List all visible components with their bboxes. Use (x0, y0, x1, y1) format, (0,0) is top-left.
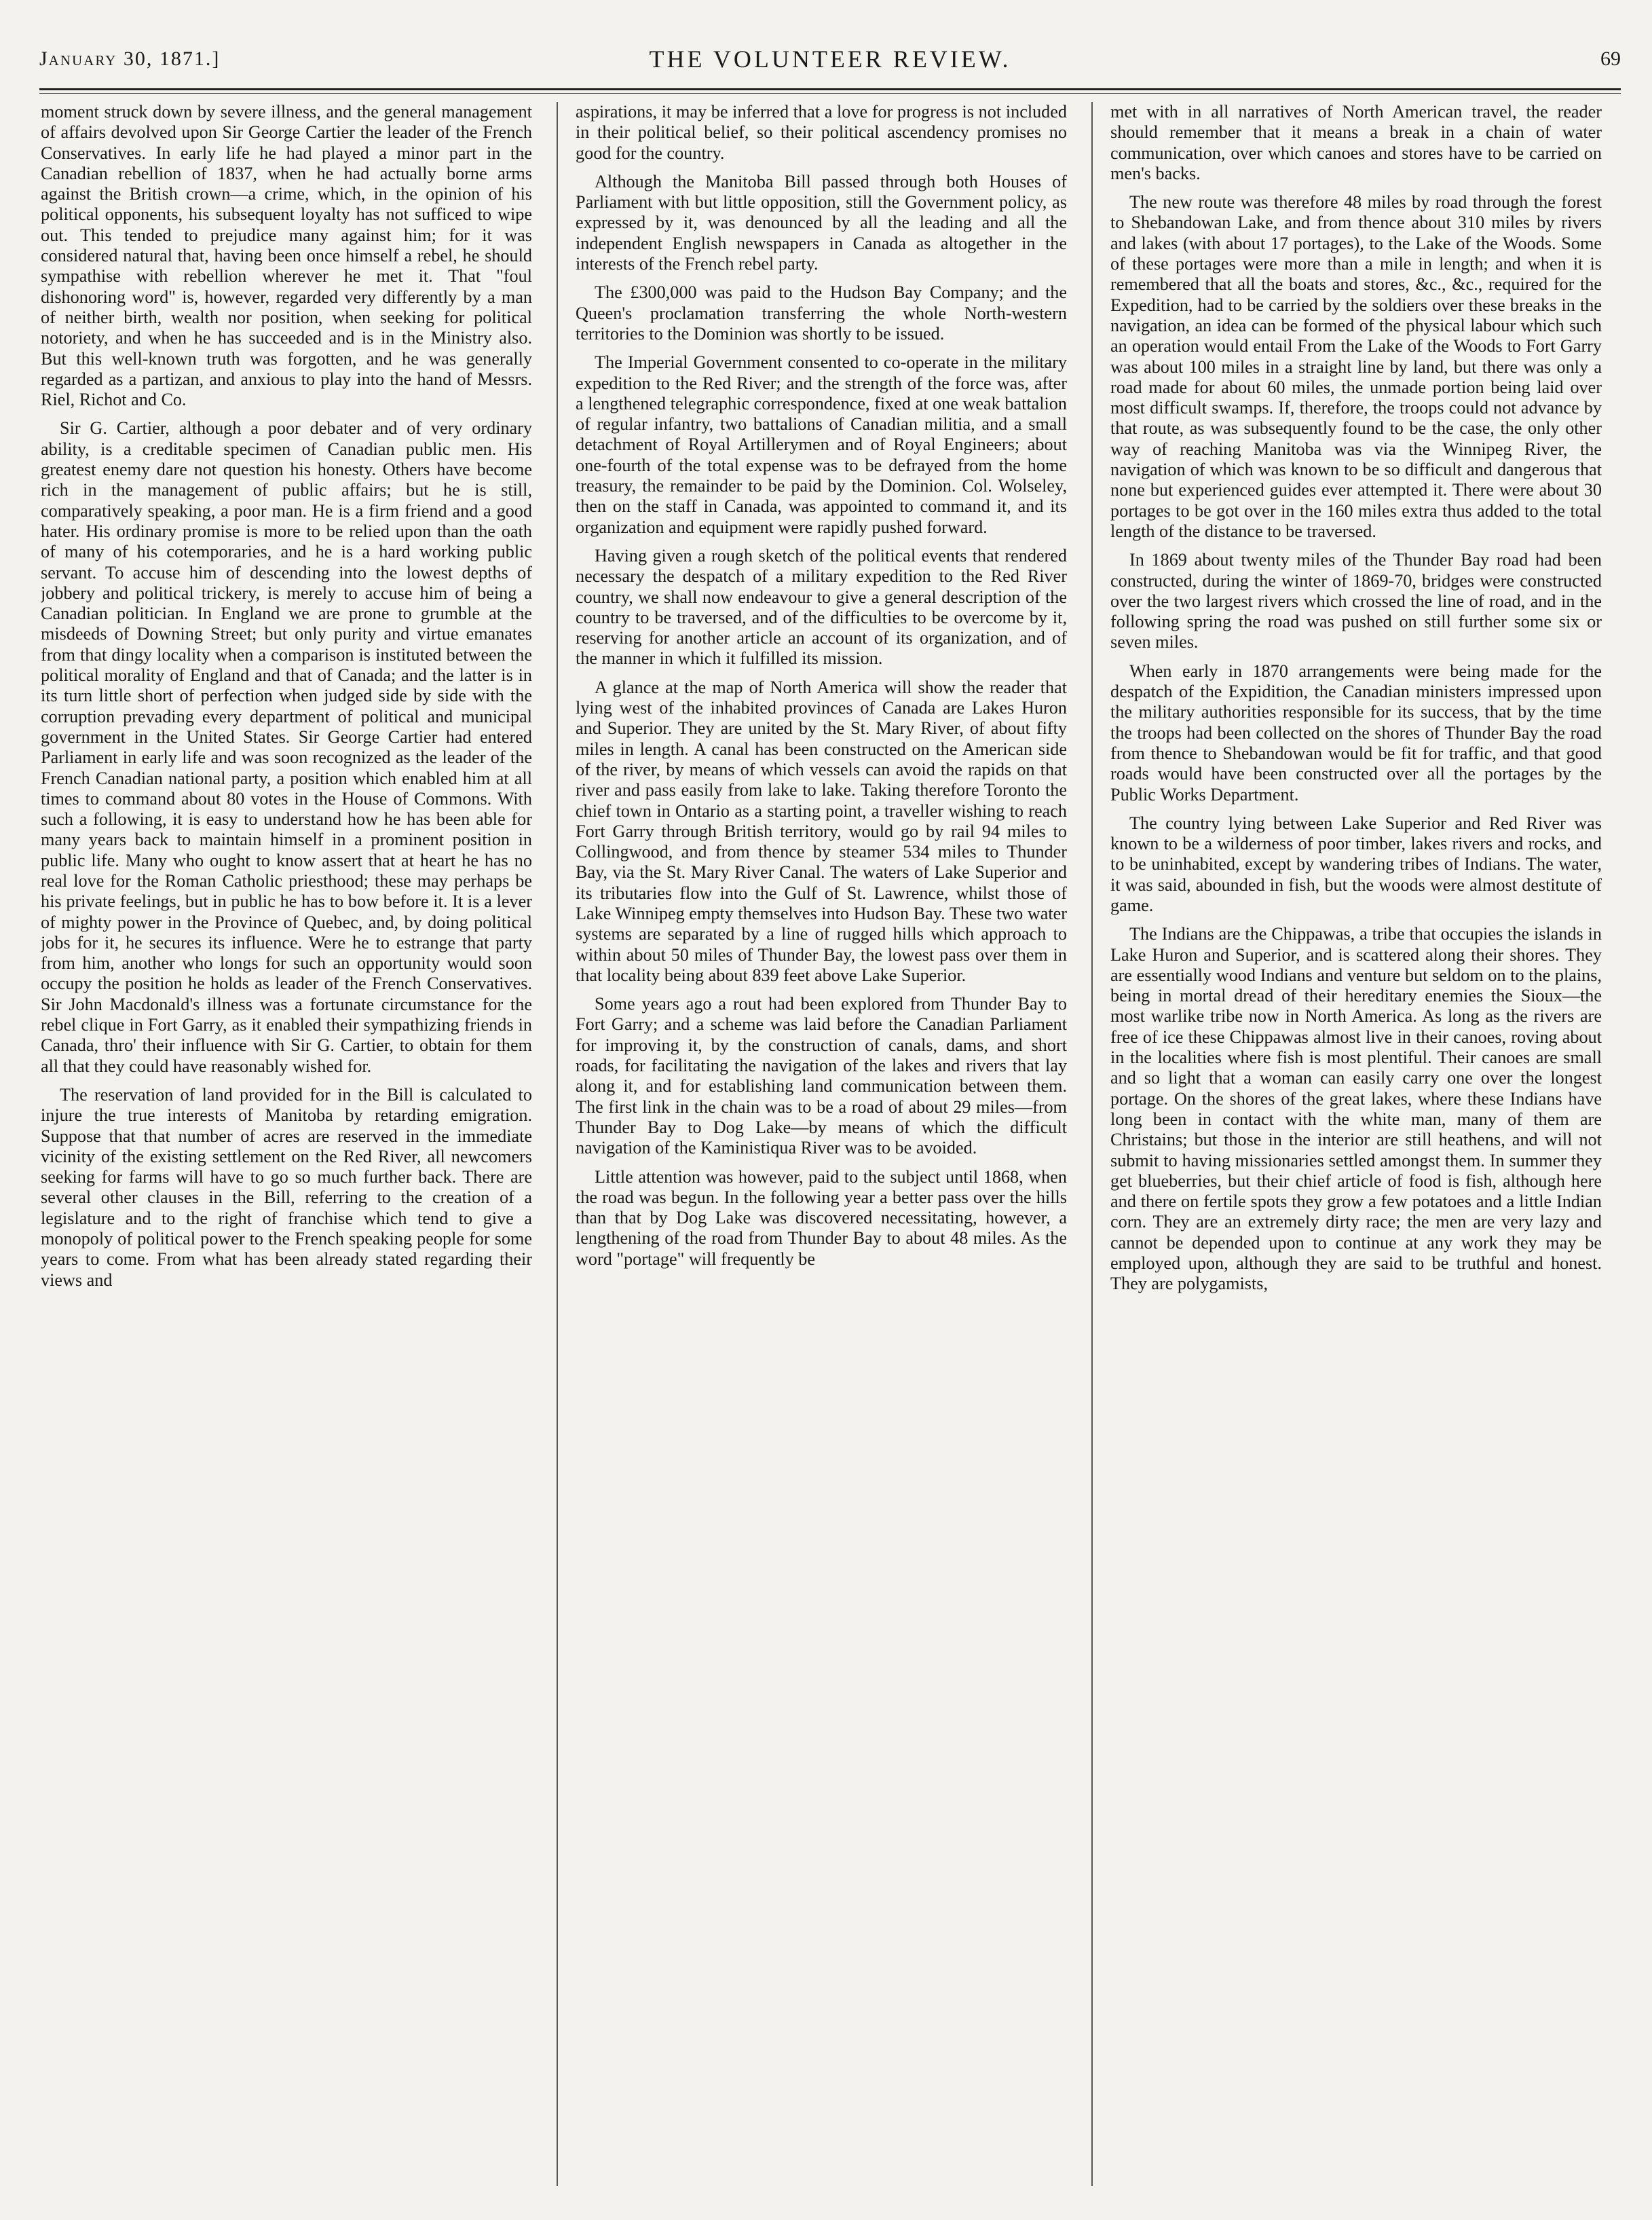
paragraph: Sir G. Cartier, although a poor debater and of very ordinary ability, is a creditable specimen of Canadian public men. His greatest enemy dare not question his honesty. Others have become rich in the management of public affairs; but he is still, comparatively speaking, a poor man. He is a firm friend and a good hater. His ordinary promise is more to be relied upon than the oath of many of his cotemporaries, and he is a hard working public servant. To accuse him of descending into the lowest depths of jobbery and political trickery, is merely to accuse him of being a Canadian politician. In England we are prone to grumble at the misdeeds of Downing Street; but only purity and virtue emanates from that dingy locality when a comparison is instituted between the political morality of England and that of Canada; and the latter is in its turn little short of perfection when judged side by side with the corruption prevading every department of political and municipal government in the United States. Sir George Cartier had entered Parliament in early life and was soon recognized as the leader of the French Canadian national party, a position which enabled him at all times to command about 80 votes in the House of Commons. With such a following, it is easy to understand how he has been able for many years back to maintain himself in a prominent position in public life. Many who ought to know assert that at heart he has no real love for the Roman Catholic priesthood; these may perhaps be his private feelings, but in public he has to bow before it. It is a lever of mighty power in the Province of Quebec, and, by doing political jobs for it, he secures its influence. Were he to estrange that party from him, another who longs for such an opportunity would soon occupy the position he holds as leader of the French Conservatives. Sir John Macdonald's illness was a fortunate circumstance for the rebel clique in Fort Garry, as it enabled their sympathizing friends in Canada, thro' their influence with Sir G. Cartier, to obtain for them all that they could have reasonably wished for. (41, 418, 532, 1076)
page-header (39, 35, 1621, 83)
publication-title: THE VOLUNTEER REVIEW. (649, 45, 1011, 73)
paragraph: moment struck down by severe illness, and the general management of affairs devolved upon Sir George Cartier the leader of the French Conservatives. In early life he had played a minor part in the Canadian rebellion of 1837, when he had actually borne arms against the British crown—a crime, which, in the opinion of his political opponents, his subsequent loyalty has not sufficed to wipe out. This tended to prejudice many against him; for it was considered natural that, having been once himself a rebel, he should sympathise with rebellion wherever he met it. That "foul dishonoring word" is, however, regarded very differently by a man of neither birth, wealth nor position, when seeking for political notoriety, and when he has succeeded and is in the Ministry also. But this well-known truth was forgotten, and he was generally regarded as a partizan, and anxious to play into the hand of Messrs. Riel, Richot and Co. (41, 102, 532, 410)
paragraph: Although the Manitoba Bill passed through both Houses of Parliament with but little opposition, still the Government policy, as expressed by it, was denounced by all the leading and all the independent English newspapers in Canada as altogether in the interests of the French rebel party. (576, 171, 1067, 274)
issue-date: January 30, 1871.] (39, 48, 221, 70)
column-1 (41, 102, 532, 2193)
paragraph: Little attention was however, paid to the subject until 1868, when the road was begun. In the following year a better pass over the hills than that by Dog Lake was discovered necessitating, however, a lengthening of the road from Thunder Bay to about 48 miles. As the word "portage" will frequently be (576, 1166, 1067, 1269)
column-3 (1110, 102, 1602, 2193)
column-divider (1091, 102, 1093, 2186)
paragraph: The £300,000 was paid to the Hudson Bay Company; and the Queen's proclamation transferring the whole North-western territories to the Dominion was shortly to be issued. (576, 282, 1067, 344)
paragraph: The Imperial Government consented to co-operate in the military expedition to the Red River; and the strength of the force was, after a lengthened telegraphic correspondence, fixed at one weak battalion of regular infantry, two battalions of Canadian militia, and a small detachment of Royal Artillerymen and of Royal Engineers; about one-fourth of the total expense was to be defrayed from the home treasury, the remainder to be paid by the Dominion. Col. Wolseley, then on the staff in Canada, was appointed to command it, and its organization and equipment were rapidly pushed forward. (576, 352, 1067, 537)
paragraph: met with in all narratives of North American travel, the reader should remember that it means a break in a chain of water communication, over which canoes and stores have to be carried on men's backs. (1110, 102, 1602, 183)
paragraph: The reservation of land provided for in the Bill is calculated to injure the true interests of Manitoba by retarding emigration. Suppose that that number of acres are reserved in the immediate vicinity of the existing settlement on the Red River, all newcomers seeking for farms will have to go so much further back. There are several other clauses in the Bill, referring to the creation of a legislature and to the right of franchise which tend to give a monopoly of political power to the French speaking people for some years to come. From what has been already stated regarding their views and (41, 1084, 532, 1290)
paragraph: Having given a rough sketch of the political events that rendered necessary the despatch of a military expedition to the Red River country, we shall now endeavour to give a general description of the country to be traversed, and of the difficulties to be overcome by it, reserving for another article an account of its organization, and of the manner in which it fulfilled its mission. (576, 545, 1067, 669)
page-number: 69 (1600, 48, 1621, 70)
paragraph: In 1869 about twenty miles of the Thunder Bay road had been constructed, during the winter of 1869-70, bridges were constructed over the two largest rivers which crossed the line of road, and in the following spring the road was pushed on still further some six or seven miles. (1110, 550, 1602, 652)
paragraph: When early in 1870 arrangements were being made for the despatch of the Expidition, the Canadian ministers impressed upon the military authorities responsible for its success, that by the time the troops had been collected on the shores of Thunder Bay the road from thence to Shebandowan would be fit for traffic, and that good roads would have been constructed over all the portages by the Public Works Department. (1110, 661, 1602, 804)
header-rule-thin (39, 93, 1621, 94)
column-2 (576, 102, 1067, 2193)
paragraph: The country lying between Lake Superior and Red River was known to be a wilderness of poor timber, lakes rivers and rocks, and to be uninhabited, except by wandering tribes of Indians. The water, it was said, abounded in fish, but the woods were almost destitute of game. (1110, 813, 1602, 915)
header-rule (39, 88, 1621, 90)
paragraph: Some years ago a rout had been explored from Thunder Bay to Fort Garry; and a scheme was laid before the Canadian Parliament for improving it, by the construction of canals, dams, and short roads, for facilitating the navigation of the lakes and rivers that lay along it, and for establishing land communication between them. The first link in the chain was to be a road of about 29 miles—from Thunder Bay to Dog Lake—by means of which the difficult navigation of the Kaministiqua River was to be avoided. (576, 994, 1067, 1158)
paragraph: The Indians are the Chippawas, a tribe that occupies the islands in Lake Huron and Superior, and is scattered along their shores. They are essentially wood Indians and venture but seldom on to the plains, being in mortal dread of their hereditary enemies the Sioux—the most warlike tribe now in North America. As long as the rivers are free of ice these Chippawas almost live in their canoes, roving about in the localities where fish is most plentiful. Their canoes are small and so light that a woman can easily carry one over the longest portage. On the shores of the great lakes, where these Indians have long been in contact with the white man, many of them are Christains; but those in the interior are still heathens, and will not submit to having missionaries settled amongst them. In summer they get blueberries, but their chief article of food is fish, although here and there on fertile spots they grow a few potatoes and a little Indian corn. They are an extremely dirty race; the men are very lazy and cannot be depended upon to continue at any work they may be employed upon, although they are said to be truthful and honest. They are polygamists, (1110, 924, 1602, 1294)
paragraph: A glance at the map of North America will show the reader that lying west of the inhabited provinces of Canada are Lakes Huron and Superior. They are united by the St. Mary River, of about fifty miles in length. A canal has been constructed on the American side of the river, by means of which vessels can avoid the rapids on that river and pass easily from lake to lake. Taking therefore Toronto the chief town in Ontario as a starting point, a traveller wishing to reach Fort Garry through British territory, would go by rail 94 miles to Collingwood, and from thence by steamer 534 miles to Thunder Bay, via the St. Mary River Canal. The waters of Lake Superior and its tributaries flow into the Gulf of St. Lawrence, whilst those of Lake Winnipeg empty themselves into Hudson Bay. These two water systems are separated by a line of rugged hills which approach to within about 50 miles of Thunder Bay, the lowest pass over them in that locality being about 839 feet above Lake Superior. (576, 677, 1067, 985)
paragraph: aspirations, it may be inferred that a love for progress is not included in their political belief, so their political ascendency promises no good for the country. (576, 102, 1067, 163)
column-divider (557, 102, 558, 2186)
paragraph: The new route was therefore 48 miles by road through the forest to Shebandowan Lake, and from thence about 310 miles by rivers and lakes (with about 17 portages), to the Lake of the Woods. Some of these portages were more than a mile in length; and when it is remembered that all the boats and stores, &c., &c., required for the Expedition, had to be carried by the soldiers over these breaks in the navigation, an idea can be formed of the physical labour which such an operation would entail From the Lake of the Woods to Fort Garry was about 100 miles in a straight line by land, but there was only a road made for about 60 miles, the unmade portion being laid over most difficult swamps. If, therefore, the troops could not advance by that route, as was subsequently found to be the case, the only other way of reaching Manitoba was via the Winnipeg River, the navigation of which was known to be so difficult and dangerous that none but experienced guides ever attempted it. There were about 30 portages to be got over in the 160 miles extra thus added to the total length of the distance to be traversed. (1110, 192, 1602, 541)
